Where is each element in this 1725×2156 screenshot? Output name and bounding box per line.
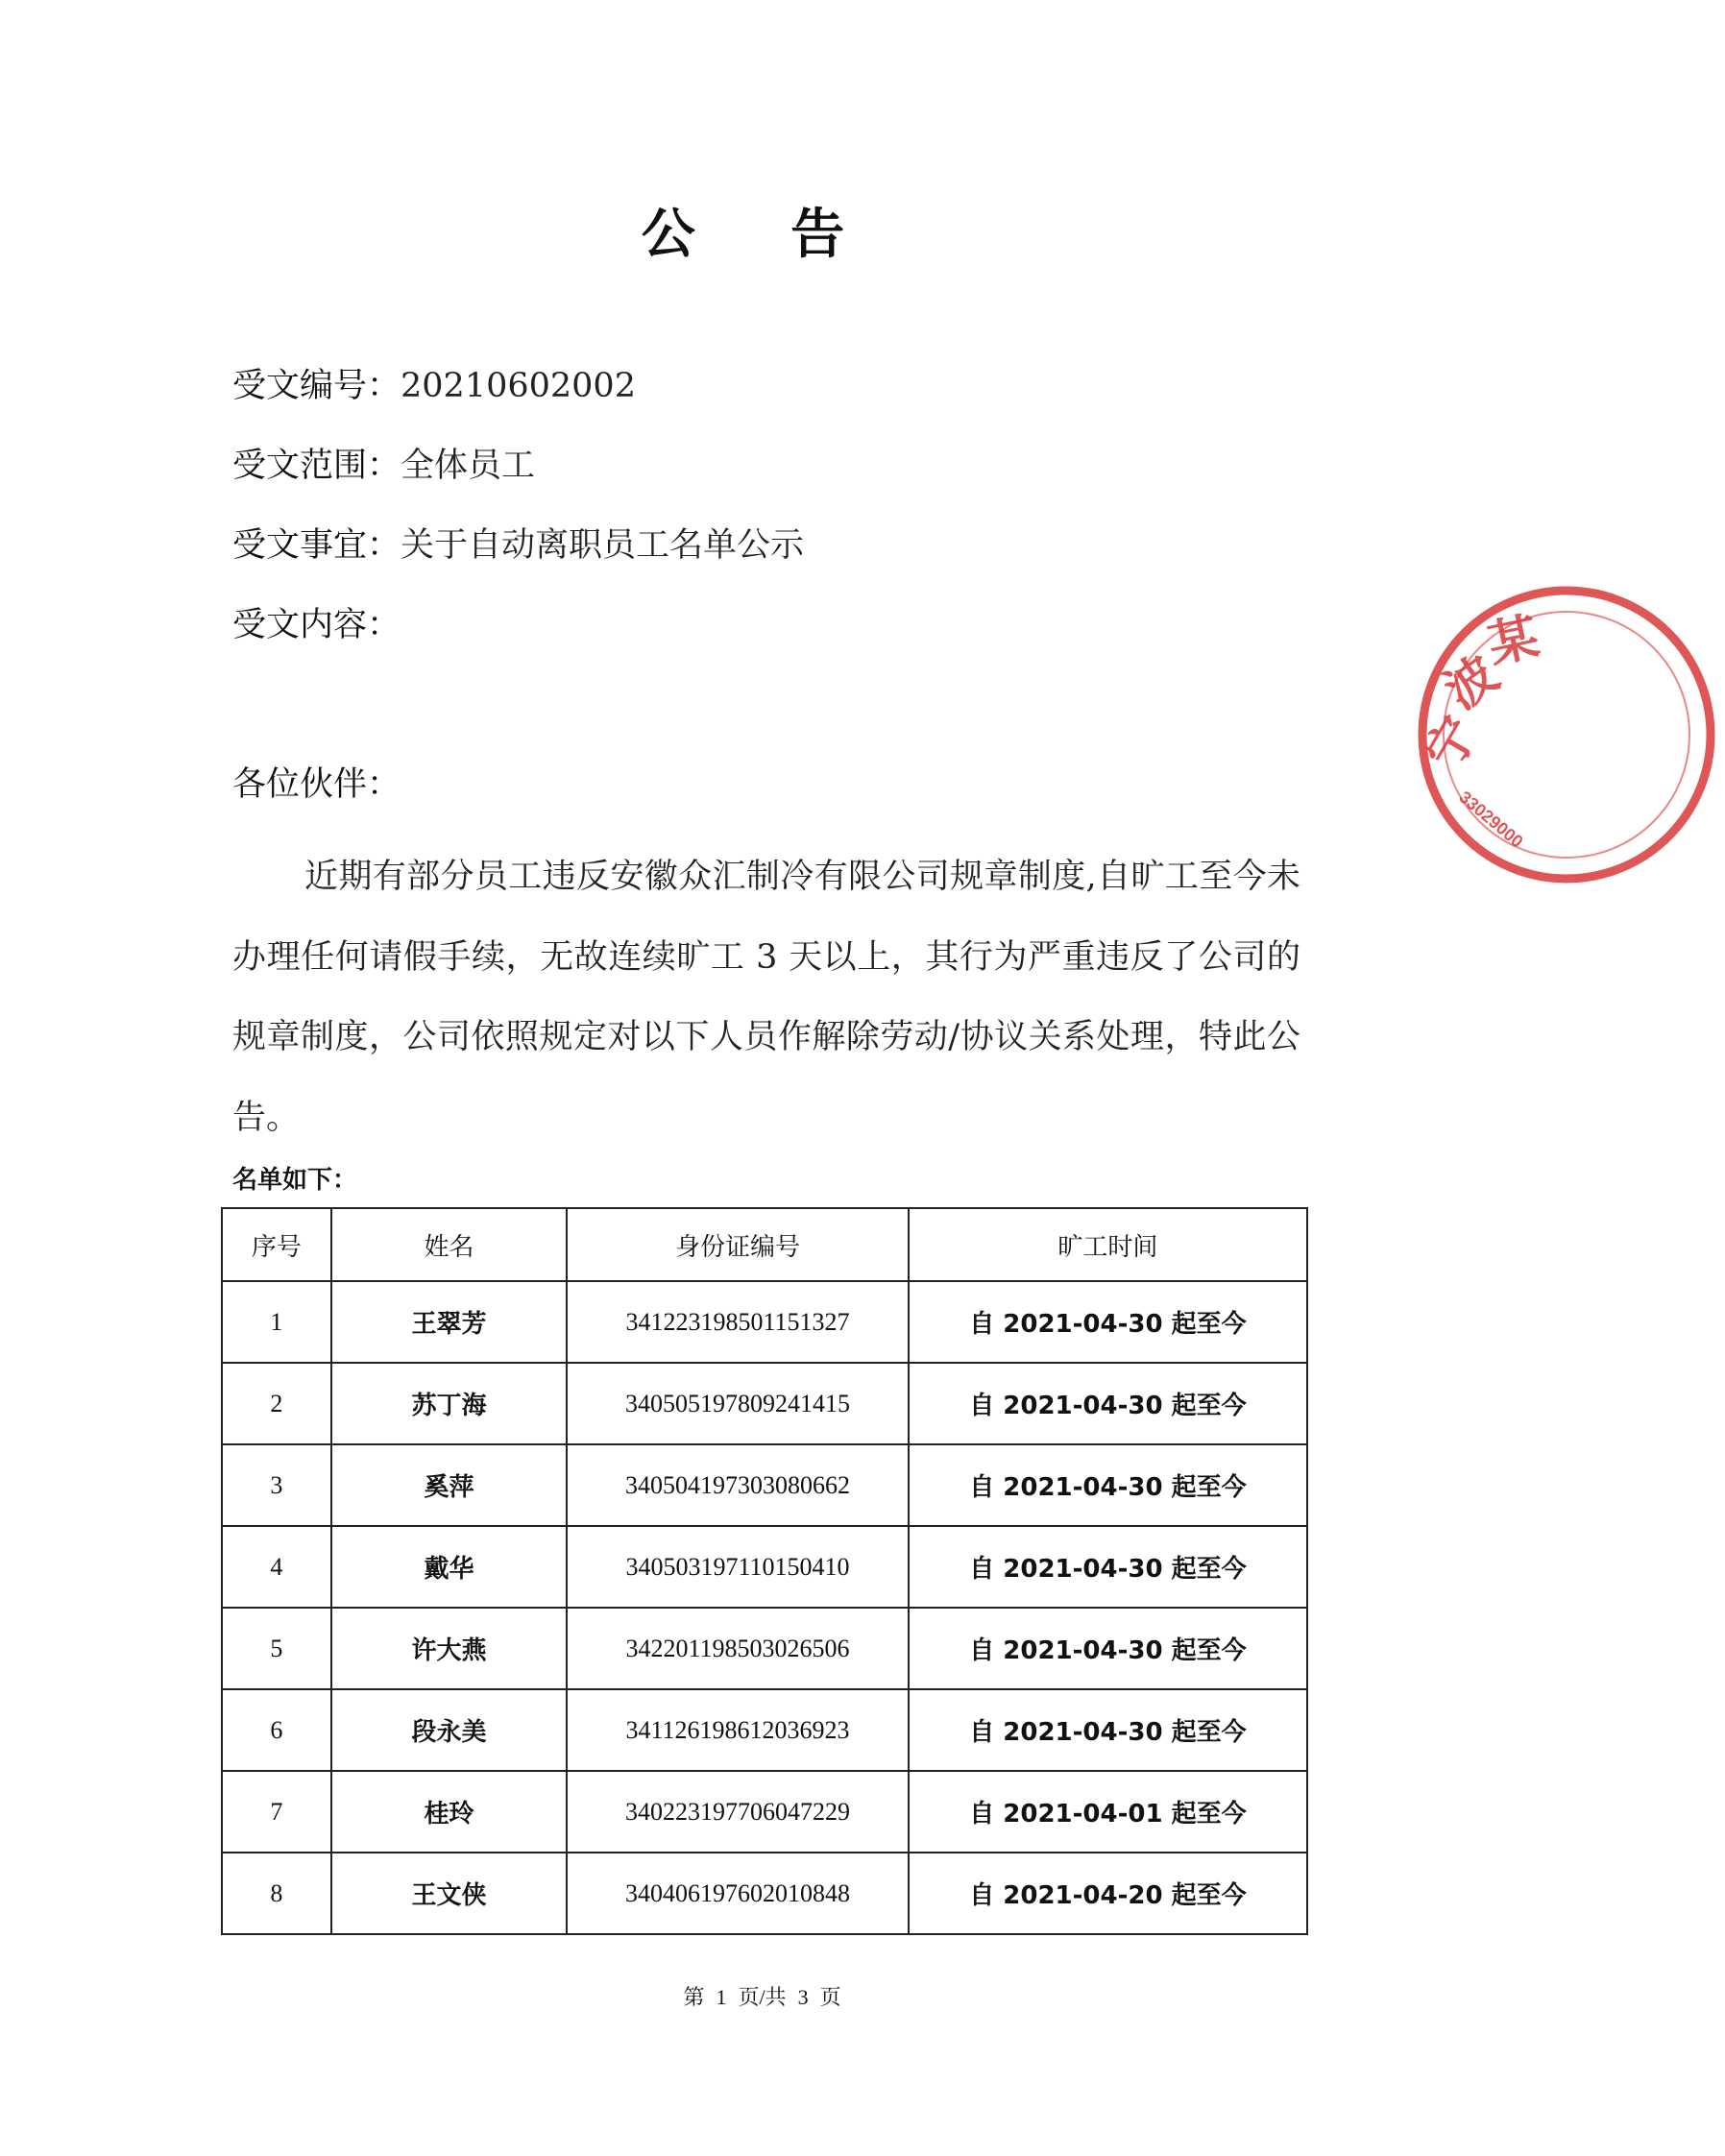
meta-label: 受文事宜： xyxy=(232,526,401,565)
cell-name: 奚萍 xyxy=(331,1444,567,1526)
cell-id-number: 340505197809241415 xyxy=(567,1363,909,1444)
table-row xyxy=(222,1853,1307,1934)
table-row xyxy=(222,1526,1307,1608)
seal-text-group xyxy=(1414,607,1543,779)
employee-table xyxy=(221,1207,1308,1935)
seal-char: 波 xyxy=(1434,643,1510,721)
cell-seq: 2 xyxy=(222,1363,331,1444)
salutation: 各位伙伴： xyxy=(232,765,401,804)
meta-label: 受文编号： xyxy=(232,367,401,405)
meta-content xyxy=(232,604,401,646)
table-row xyxy=(222,1608,1307,1689)
cell-seq: 6 xyxy=(222,1689,331,1771)
seal-number: 33029000 xyxy=(1455,787,1527,852)
page-footer xyxy=(0,1981,1524,2011)
seal-char: 某 xyxy=(1483,607,1544,675)
company-seal xyxy=(1408,576,1725,893)
cell-name: 戴华 xyxy=(331,1526,567,1608)
footer-middle: 页/共 xyxy=(738,1985,787,2009)
table-header-row xyxy=(222,1208,1307,1281)
cell-seq: 3 xyxy=(222,1444,331,1526)
cell-absence-period: 自 2021-04-01 起至今 xyxy=(909,1771,1307,1853)
meta-label: 受文内容： xyxy=(232,606,401,644)
cell-seq: 4 xyxy=(222,1526,331,1608)
cell-id-number: 340503197110150410 xyxy=(567,1526,909,1608)
cell-absence-period: 自 2021-04-30 起至今 xyxy=(909,1281,1307,1363)
cell-absence-period: 自 2021-04-30 起至今 xyxy=(909,1608,1307,1689)
table-row xyxy=(222,1281,1307,1363)
meta-value: 全体员工 xyxy=(401,447,536,485)
meta-recipients xyxy=(232,445,535,487)
table-row xyxy=(222,1771,1307,1853)
cell-name: 桂玲 xyxy=(331,1771,567,1853)
header-id-number: 身份证编号 xyxy=(567,1208,909,1281)
meta-label: 受文范围： xyxy=(232,447,401,485)
meta-value: 关于自动离职员工名单公示 xyxy=(401,526,805,565)
footer-prefix: 第 xyxy=(683,1985,705,2009)
cell-id-number: 341223198501151327 xyxy=(567,1281,909,1363)
footer-suffix: 页 xyxy=(819,1985,841,2009)
footer-total-pages: 3 xyxy=(797,1985,809,2009)
cell-name: 段永美 xyxy=(331,1689,567,1771)
meta-document-number xyxy=(232,365,636,407)
cell-seq: 1 xyxy=(222,1281,331,1363)
meta-subject xyxy=(232,524,804,567)
body-paragraph: 近期有部分员工违反安徽众汇制冷有限公司规章制度,自旷工至今未办理任何请假手续，无故连续旷工 3 天以上，其行为严重违反了公司的规章制度，公司依照规定对以下人员作解除劳动/协议关系处理，特此公告。 xyxy=(232,858,1300,1137)
cell-absence-period: 自 2021-04-20 起至今 xyxy=(909,1853,1307,1934)
cell-name: 苏丁海 xyxy=(331,1363,567,1444)
list-label: 名单如下： xyxy=(232,1166,358,1195)
cell-absence-period: 自 2021-04-30 起至今 xyxy=(909,1363,1307,1444)
header-name: 姓名 xyxy=(331,1208,567,1281)
footer-page-number: 1 xyxy=(716,1985,727,2009)
seal-char: 宁 xyxy=(1414,706,1491,780)
cell-id-number: 341126198612036923 xyxy=(567,1689,909,1771)
cell-id-number: 340504197303080662 xyxy=(567,1444,909,1526)
table-row xyxy=(222,1363,1307,1444)
cell-absence-period: 自 2021-04-30 起至今 xyxy=(909,1689,1307,1771)
header-absence-period: 旷工时间 xyxy=(909,1208,1307,1281)
cell-name: 王翠芳 xyxy=(331,1281,567,1363)
cell-id-number: 342201198503026506 xyxy=(567,1608,909,1689)
meta-value: 20210602002 xyxy=(401,367,636,405)
cell-seq: 8 xyxy=(222,1853,331,1934)
cell-seq: 5 xyxy=(222,1608,331,1689)
cell-absence-period: 自 2021-04-30 起至今 xyxy=(909,1444,1307,1526)
table-row xyxy=(222,1444,1307,1526)
cell-name: 王文侠 xyxy=(331,1853,567,1934)
header-seq: 序号 xyxy=(222,1208,331,1281)
cell-name: 许大燕 xyxy=(331,1608,567,1689)
cell-absence-period: 自 2021-04-30 起至今 xyxy=(909,1526,1307,1608)
cell-id-number: 340406197602010848 xyxy=(567,1853,909,1934)
cell-id-number: 340223197706047229 xyxy=(567,1771,909,1853)
cell-seq: 7 xyxy=(222,1771,331,1853)
page-title: 公 告 xyxy=(641,203,884,266)
table-row xyxy=(222,1689,1307,1771)
